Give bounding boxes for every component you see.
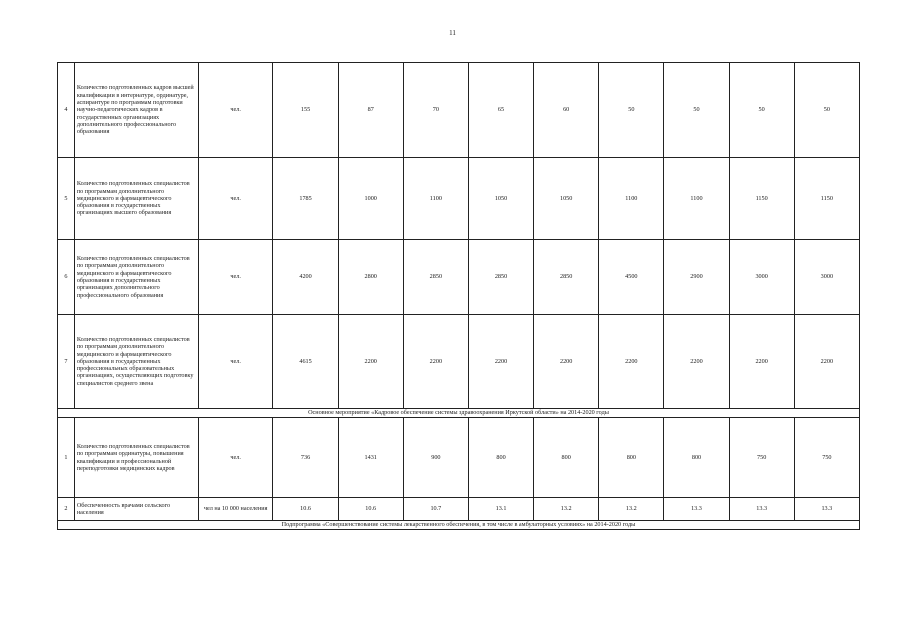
value-cell: 1431 [338,418,403,498]
value-cell: 4500 [599,240,664,315]
value-cell: 1100 [664,158,729,240]
value-cell: 155 [273,63,338,158]
indicator-name: Количество подготовленных специалистов по программам дополнительного медицинского и фармацевтического образования в государственных организациях высшего образования [74,158,198,240]
section-row [58,521,860,530]
unit-cell: чел. [198,418,273,498]
value-cell: 10.7 [403,498,468,521]
value-cell: 900 [403,418,468,498]
value-cell: 2200 [403,315,468,409]
value-cell: 800 [599,418,664,498]
value-cell: 50 [729,63,794,158]
section-heading: Подпрограмма «Совершенствование системы лекарственного обеспечения, в том числе в амбулаторных условиях» на 2014-2020 годы [58,521,860,530]
value-cell: 1100 [599,158,664,240]
value-cell: 65 [468,63,533,158]
value-cell: 750 [729,418,794,498]
value-cell: 13.2 [534,498,599,521]
row-number: 7 [58,315,75,409]
value-cell: 800 [534,418,599,498]
value-cell: 2200 [534,315,599,409]
value-cell: 13.3 [729,498,794,521]
value-cell: 2900 [664,240,729,315]
indicator-name: Количество подготовленных специалистов по программам дополнительного медицинского и фармацевтического образования в государственных профессиональных образовательных организациях, осуществляющих подготовку специалистов среднего звена [74,315,198,409]
table-row [58,498,860,521]
value-cell: 4615 [273,315,338,409]
table-row [58,158,860,240]
value-cell: 50 [664,63,729,158]
value-cell: 4200 [273,240,338,315]
section-heading: Основное мероприятие «Кадровое обеспечение системы здравоохранения Иркутской области» на 2014-2020 годы [58,409,860,418]
row-number: 2 [58,498,75,521]
row-number: 6 [58,240,75,315]
unit-cell: чел. [198,240,273,315]
value-cell: 2200 [599,315,664,409]
value-cell: 1785 [273,158,338,240]
value-cell: 1050 [534,158,599,240]
indicator-name: Количество подготовленных специалистов по программам ординатуры, повышения квалификации и профессиональной переподготовки медицинских кадров [74,418,198,498]
value-cell: 1050 [468,158,533,240]
table-row [58,418,860,498]
value-cell: 50 [599,63,664,158]
row-number: 1 [58,418,75,498]
indicators-table [57,62,860,530]
value-cell: 2850 [534,240,599,315]
table-row [58,315,860,409]
value-cell: 2200 [729,315,794,409]
indicator-name: Обеспеченность врачами сельского населения [74,498,198,521]
unit-cell: чел. [198,63,273,158]
value-cell: 10.6 [338,498,403,521]
value-cell: 13.2 [599,498,664,521]
section-row [58,409,860,418]
value-cell: 60 [534,63,599,158]
value-cell: 70 [403,63,468,158]
table-row [58,240,860,315]
unit-cell: чел. [198,315,273,409]
row-number: 5 [58,158,75,240]
value-cell: 50 [794,63,859,158]
value-cell: 736 [273,418,338,498]
value-cell: 800 [664,418,729,498]
value-cell: 750 [794,418,859,498]
value-cell: 2850 [468,240,533,315]
value-cell: 2200 [468,315,533,409]
value-cell: 2200 [338,315,403,409]
value-cell: 1000 [338,158,403,240]
value-cell: 2200 [794,315,859,409]
value-cell: 2200 [664,315,729,409]
value-cell: 13.1 [468,498,533,521]
value-cell: 800 [468,418,533,498]
value-cell: 87 [338,63,403,158]
row-number: 4 [58,63,75,158]
indicator-name: Количество подготовленных кадров высшей квалификации в интернатуре, ординатуре, аспирантуре по программам подготовки научно-педагогических кадров в государственных организациях дополнительного профессионального образования [74,63,198,158]
unit-cell: чел. [198,158,273,240]
unit-cell: чел на 10 000 населения [198,498,273,521]
value-cell: 1100 [403,158,468,240]
value-cell: 10.6 [273,498,338,521]
value-cell: 1150 [794,158,859,240]
indicator-name: Количество подготовленных специалистов по программам дополнительного медицинского и фармацевтического образования в государственных организациях дополнительного профессионального образования [74,240,198,315]
value-cell: 2800 [338,240,403,315]
page-number: 11 [449,29,456,37]
value-cell: 13.3 [794,498,859,521]
value-cell: 3000 [794,240,859,315]
table-row [58,63,860,158]
value-cell: 3000 [729,240,794,315]
value-cell: 2850 [403,240,468,315]
value-cell: 1150 [729,158,794,240]
value-cell: 13.3 [664,498,729,521]
